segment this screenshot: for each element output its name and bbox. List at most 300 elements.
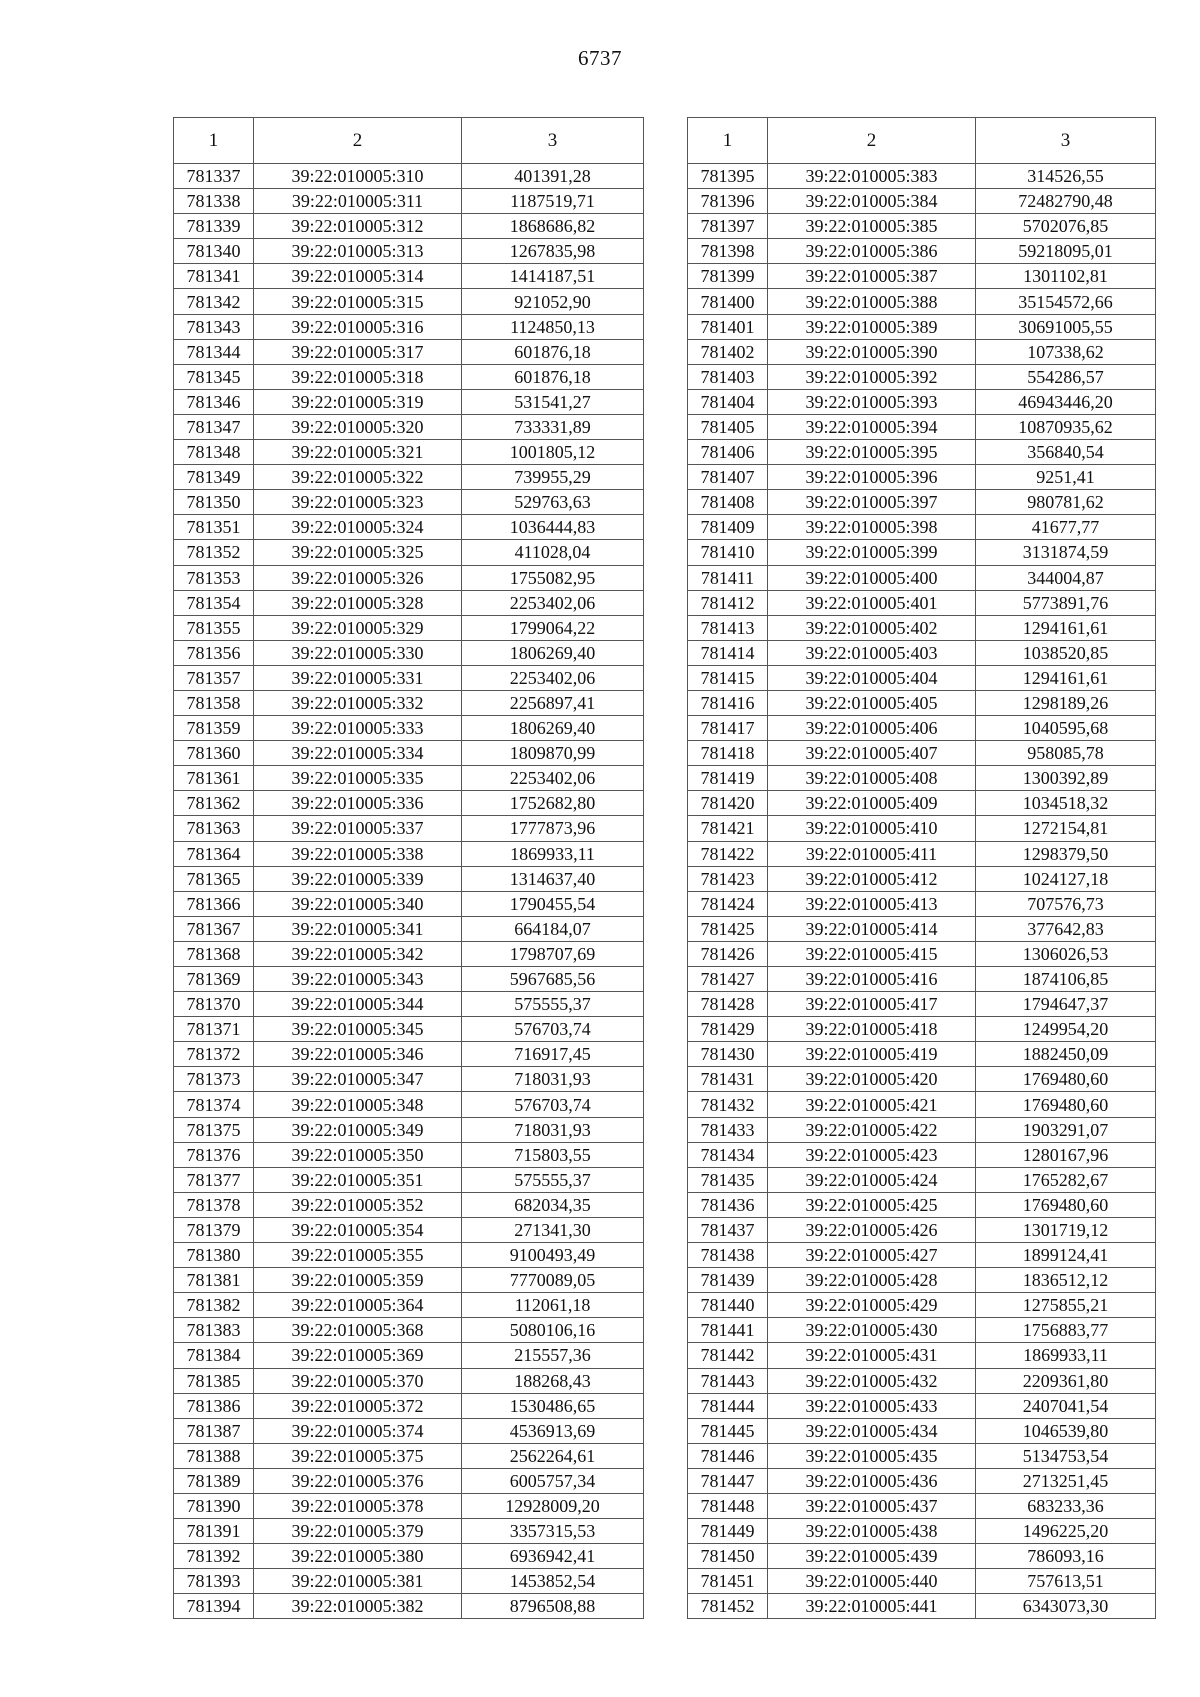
value-cell: 5773891,76 (976, 590, 1156, 615)
value-cell: 1755082,95 (462, 565, 644, 590)
table-row (688, 1468, 1156, 1493)
row-number-cell: 781338 (174, 189, 254, 214)
cadastral-number-cell: 39:22:010005:374 (254, 1418, 462, 1443)
row-number-cell: 781392 (174, 1544, 254, 1569)
row-number-cell: 781384 (174, 1343, 254, 1368)
cadastral-number-cell: 39:22:010005:323 (254, 490, 462, 515)
cadastral-number-cell: 39:22:010005:340 (254, 891, 462, 916)
value-cell: 576703,74 (462, 1017, 644, 1042)
table-row (688, 214, 1156, 239)
cadastral-number-cell: 39:22:010005:384 (768, 189, 976, 214)
value-cell: 377642,83 (976, 916, 1156, 941)
cadastral-number-cell: 39:22:010005:422 (768, 1117, 976, 1142)
row-number-cell: 781427 (688, 967, 768, 992)
table-row (174, 1042, 644, 1067)
value-cell: 6343073,30 (976, 1594, 1156, 1619)
row-number-cell: 781367 (174, 916, 254, 941)
table-row (174, 1243, 644, 1268)
row-number-cell: 781368 (174, 941, 254, 966)
cadastral-number-cell: 39:22:010005:351 (254, 1167, 462, 1192)
table-row (688, 665, 1156, 690)
value-cell: 575555,37 (462, 992, 644, 1017)
value-cell: 1187519,71 (462, 189, 644, 214)
value-cell: 1756883,77 (976, 1318, 1156, 1343)
value-cell: 575555,37 (462, 1167, 644, 1192)
value-cell: 314526,55 (976, 164, 1156, 189)
table-row (174, 1343, 644, 1368)
row-number-cell: 781345 (174, 364, 254, 389)
table-row (174, 1167, 644, 1192)
register-table-left (173, 117, 644, 1619)
row-number-cell: 781406 (688, 440, 768, 465)
table-row (688, 239, 1156, 264)
cadastral-number-cell: 39:22:010005:429 (768, 1293, 976, 1318)
cadastral-number-cell: 39:22:010005:420 (768, 1067, 976, 1092)
value-cell: 664184,07 (462, 916, 644, 941)
cadastral-number-cell: 39:22:010005:345 (254, 1017, 462, 1042)
table-row (174, 941, 644, 966)
table-row (174, 615, 644, 640)
row-number-cell: 781347 (174, 414, 254, 439)
cadastral-number-cell: 39:22:010005:421 (768, 1092, 976, 1117)
row-number-cell: 781419 (688, 766, 768, 791)
column-header-1: 1 (174, 118, 254, 164)
cadastral-number-cell: 39:22:010005:395 (768, 440, 976, 465)
value-cell: 1038520,85 (976, 640, 1156, 665)
cadastral-number-cell: 39:22:010005:439 (768, 1544, 976, 1569)
cadastral-number-cell: 39:22:010005:317 (254, 339, 462, 364)
row-number-cell: 781353 (174, 565, 254, 590)
table-row (174, 716, 644, 741)
cadastral-number-cell: 39:22:010005:339 (254, 866, 462, 891)
cadastral-number-cell: 39:22:010005:410 (768, 816, 976, 841)
table-row (688, 866, 1156, 891)
table-row (174, 1017, 644, 1042)
table-row (174, 640, 644, 665)
row-number-cell: 781434 (688, 1142, 768, 1167)
row-number-cell: 781446 (688, 1443, 768, 1468)
value-cell: 8796508,88 (462, 1594, 644, 1619)
cadastral-number-cell: 39:22:010005:416 (768, 967, 976, 992)
value-cell: 46943446,20 (976, 389, 1156, 414)
value-cell: 215557,36 (462, 1343, 644, 1368)
cadastral-number-cell: 39:22:010005:348 (254, 1092, 462, 1117)
table-row (174, 967, 644, 992)
row-number-cell: 781409 (688, 515, 768, 540)
value-cell: 1267835,98 (462, 239, 644, 264)
row-number-cell: 781424 (688, 891, 768, 916)
cadastral-number-cell: 39:22:010005:388 (768, 289, 976, 314)
cadastral-number-cell: 39:22:010005:379 (254, 1519, 462, 1544)
table-row (688, 389, 1156, 414)
cadastral-number-cell: 39:22:010005:398 (768, 515, 976, 540)
value-cell: 1769480,60 (976, 1092, 1156, 1117)
cadastral-number-cell: 39:22:010005:409 (768, 791, 976, 816)
row-number-cell: 781381 (174, 1268, 254, 1293)
table-row (688, 1167, 1156, 1192)
column-header-3: 3 (976, 118, 1156, 164)
cadastral-number-cell: 39:22:010005:315 (254, 289, 462, 314)
table-row (688, 1418, 1156, 1443)
row-number-cell: 781430 (688, 1042, 768, 1067)
cadastral-number-cell: 39:22:010005:392 (768, 364, 976, 389)
page-number: 6737 (578, 46, 622, 70)
value-cell: 1790455,54 (462, 891, 644, 916)
table-row (174, 164, 644, 189)
value-cell: 716917,45 (462, 1042, 644, 1067)
cadastral-number-cell: 39:22:010005:355 (254, 1243, 462, 1268)
value-cell: 1300392,89 (976, 766, 1156, 791)
row-number-cell: 781360 (174, 741, 254, 766)
row-number-cell: 781448 (688, 1493, 768, 1518)
table-row (174, 490, 644, 515)
cadastral-number-cell: 39:22:010005:332 (254, 690, 462, 715)
row-number-cell: 781425 (688, 916, 768, 941)
cadastral-number-cell: 39:22:010005:337 (254, 816, 462, 841)
cadastral-number-cell: 39:22:010005:423 (768, 1142, 976, 1167)
value-cell: 1414187,51 (462, 264, 644, 289)
cadastral-number-cell: 39:22:010005:412 (768, 866, 976, 891)
row-number-cell: 781356 (174, 640, 254, 665)
cadastral-number-cell: 39:22:010005:328 (254, 590, 462, 615)
row-number-cell: 781380 (174, 1243, 254, 1268)
cadastral-number-cell: 39:22:010005:372 (254, 1393, 462, 1418)
table-row (688, 339, 1156, 364)
value-cell: 9251,41 (976, 465, 1156, 490)
table-row (688, 1017, 1156, 1042)
table-row (688, 766, 1156, 791)
table-row (174, 1368, 644, 1393)
value-cell: 1903291,07 (976, 1117, 1156, 1142)
cadastral-number-cell: 39:22:010005:334 (254, 741, 462, 766)
cadastral-number-cell: 39:22:010005:393 (768, 389, 976, 414)
cadastral-number-cell: 39:22:010005:318 (254, 364, 462, 389)
table-row (174, 1318, 644, 1343)
value-cell: 2562264,61 (462, 1443, 644, 1468)
cadastral-number-cell: 39:22:010005:390 (768, 339, 976, 364)
row-number-cell: 781359 (174, 716, 254, 741)
table-header (688, 118, 1156, 164)
value-cell: 529763,63 (462, 490, 644, 515)
table-row (688, 590, 1156, 615)
row-number-cell: 781413 (688, 615, 768, 640)
table-row (174, 1393, 644, 1418)
row-number-cell: 781352 (174, 540, 254, 565)
table-row (174, 1192, 644, 1217)
value-cell: 2253402,06 (462, 665, 644, 690)
row-number-cell: 781351 (174, 515, 254, 540)
value-cell: 576703,74 (462, 1092, 644, 1117)
value-cell: 1306026,53 (976, 941, 1156, 966)
cadastral-number-cell: 39:22:010005:402 (768, 615, 976, 640)
row-number-cell: 781439 (688, 1268, 768, 1293)
cadastral-number-cell: 39:22:010005:330 (254, 640, 462, 665)
cadastral-number-cell: 39:22:010005:344 (254, 992, 462, 1017)
table-row (174, 690, 644, 715)
value-cell: 6005757,34 (462, 1468, 644, 1493)
value-cell: 1124850,13 (462, 314, 644, 339)
value-cell: 1040595,68 (976, 716, 1156, 741)
cadastral-number-cell: 39:22:010005:405 (768, 690, 976, 715)
cadastral-number-cell: 39:22:010005:413 (768, 891, 976, 916)
table-row (174, 891, 644, 916)
row-number-cell: 781355 (174, 615, 254, 640)
value-cell: 718031,93 (462, 1117, 644, 1142)
row-number-cell: 781348 (174, 440, 254, 465)
cadastral-number-cell: 39:22:010005:432 (768, 1368, 976, 1393)
value-cell: 1882450,09 (976, 1042, 1156, 1067)
value-cell: 1496225,20 (976, 1519, 1156, 1544)
table-row (174, 816, 644, 841)
table-row (688, 690, 1156, 715)
table-row (174, 665, 644, 690)
row-number-cell: 781438 (688, 1243, 768, 1268)
table-row (174, 741, 644, 766)
value-cell: 1777873,96 (462, 816, 644, 841)
cadastral-number-cell: 39:22:010005:310 (254, 164, 462, 189)
table-row (174, 1519, 644, 1544)
row-number-cell: 781362 (174, 791, 254, 816)
row-number-cell: 781390 (174, 1493, 254, 1518)
row-number-cell: 781432 (688, 1092, 768, 1117)
table-row (174, 1418, 644, 1443)
row-number-cell: 781400 (688, 289, 768, 314)
row-number-cell: 781412 (688, 590, 768, 615)
value-cell: 757613,51 (976, 1569, 1156, 1594)
table-row (174, 264, 644, 289)
value-cell: 707576,73 (976, 891, 1156, 916)
row-number-cell: 781451 (688, 1569, 768, 1594)
value-cell: 4536913,69 (462, 1418, 644, 1443)
row-number-cell: 781389 (174, 1468, 254, 1493)
table-row (174, 1569, 644, 1594)
value-cell: 1275855,21 (976, 1293, 1156, 1318)
value-cell: 1836512,12 (976, 1268, 1156, 1293)
row-number-cell: 781379 (174, 1217, 254, 1242)
table-row (688, 791, 1156, 816)
row-number-cell: 781344 (174, 339, 254, 364)
table-row (174, 866, 644, 891)
row-number-cell: 781342 (174, 289, 254, 314)
value-cell: 980781,62 (976, 490, 1156, 515)
row-number-cell: 781450 (688, 1544, 768, 1569)
cadastral-number-cell: 39:22:010005:437 (768, 1493, 976, 1518)
row-number-cell: 781358 (174, 690, 254, 715)
row-number-cell: 781437 (688, 1217, 768, 1242)
cadastral-number-cell: 39:22:010005:385 (768, 214, 976, 239)
table-row (174, 1092, 644, 1117)
cadastral-number-cell: 39:22:010005:368 (254, 1318, 462, 1343)
row-number-cell: 781411 (688, 565, 768, 590)
cadastral-number-cell: 39:22:010005:338 (254, 841, 462, 866)
cadastral-number-cell: 39:22:010005:417 (768, 992, 976, 1017)
value-cell: 3131874,59 (976, 540, 1156, 565)
row-number-cell: 781383 (174, 1318, 254, 1343)
header-row (688, 118, 1156, 164)
table-row (688, 414, 1156, 439)
cadastral-number-cell: 39:22:010005:369 (254, 1343, 462, 1368)
value-cell: 1769480,60 (976, 1067, 1156, 1092)
cadastral-number-cell: 39:22:010005:386 (768, 239, 976, 264)
value-cell: 5080106,16 (462, 1318, 644, 1343)
value-cell: 1001805,12 (462, 440, 644, 465)
row-number-cell: 781395 (688, 164, 768, 189)
value-cell: 733331,89 (462, 414, 644, 439)
column-header-2: 2 (768, 118, 976, 164)
table-row (174, 214, 644, 239)
value-cell: 1301719,12 (976, 1217, 1156, 1242)
table-row (174, 1142, 644, 1167)
value-cell: 1024127,18 (976, 866, 1156, 891)
table-row (688, 364, 1156, 389)
table-row (174, 515, 644, 540)
table-row (688, 1268, 1156, 1293)
value-cell: 344004,87 (976, 565, 1156, 590)
row-number-cell: 781408 (688, 490, 768, 515)
cadastral-number-cell: 39:22:010005:425 (768, 1192, 976, 1217)
table-header (174, 118, 644, 164)
value-cell: 411028,04 (462, 540, 644, 565)
value-cell: 1798707,69 (462, 941, 644, 966)
cadastral-number-cell: 39:22:010005:436 (768, 1468, 976, 1493)
table-row (688, 1368, 1156, 1393)
table-row (688, 540, 1156, 565)
cadastral-number-cell: 39:22:010005:383 (768, 164, 976, 189)
table-row (688, 1594, 1156, 1619)
table-row (174, 1594, 644, 1619)
cadastral-number-cell: 39:22:010005:312 (254, 214, 462, 239)
cadastral-number-cell: 39:22:010005:441 (768, 1594, 976, 1619)
value-cell: 1806269,40 (462, 716, 644, 741)
table-row (174, 339, 644, 364)
table-row (688, 1217, 1156, 1242)
row-number-cell: 781357 (174, 665, 254, 690)
table-row (688, 1192, 1156, 1217)
value-cell: 1453852,54 (462, 1569, 644, 1594)
value-cell: 1280167,96 (976, 1142, 1156, 1167)
table-row (688, 164, 1156, 189)
value-cell: 7770089,05 (462, 1268, 644, 1293)
cadastral-number-cell: 39:22:010005:313 (254, 239, 462, 264)
row-number-cell: 781365 (174, 866, 254, 891)
value-cell: 1272154,81 (976, 816, 1156, 841)
value-cell: 1769480,60 (976, 1192, 1156, 1217)
register-table-right (687, 117, 1156, 1619)
column-header-2: 2 (254, 118, 462, 164)
row-number-cell: 781435 (688, 1167, 768, 1192)
cadastral-number-cell: 39:22:010005:321 (254, 440, 462, 465)
row-number-cell: 781363 (174, 816, 254, 841)
row-number-cell: 781346 (174, 389, 254, 414)
table-row (688, 1293, 1156, 1318)
cadastral-number-cell: 39:22:010005:324 (254, 515, 462, 540)
table-row (174, 1293, 644, 1318)
row-number-cell: 781423 (688, 866, 768, 891)
value-cell: 1809870,99 (462, 741, 644, 766)
table-row (174, 916, 644, 941)
value-cell: 188268,43 (462, 1368, 644, 1393)
row-number-cell: 781366 (174, 891, 254, 916)
value-cell: 1806269,40 (462, 640, 644, 665)
value-cell: 1752682,80 (462, 791, 644, 816)
row-number-cell: 781418 (688, 741, 768, 766)
table-row (688, 816, 1156, 841)
row-number-cell: 781349 (174, 465, 254, 490)
value-cell: 715803,55 (462, 1142, 644, 1167)
value-cell: 356840,54 (976, 440, 1156, 465)
value-cell: 3357315,53 (462, 1519, 644, 1544)
table-row (688, 992, 1156, 1017)
table-row (688, 1393, 1156, 1418)
cadastral-number-cell: 39:22:010005:438 (768, 1519, 976, 1544)
value-cell: 2713251,45 (976, 1468, 1156, 1493)
table-row (688, 515, 1156, 540)
row-number-cell: 781388 (174, 1443, 254, 1468)
row-number-cell: 781445 (688, 1418, 768, 1443)
value-cell: 531541,27 (462, 389, 644, 414)
row-number-cell: 781428 (688, 992, 768, 1017)
table-row (688, 891, 1156, 916)
row-number-cell: 781396 (688, 189, 768, 214)
row-number-cell: 781372 (174, 1042, 254, 1067)
table-row (688, 1318, 1156, 1343)
cadastral-number-cell: 39:22:010005:349 (254, 1117, 462, 1142)
row-number-cell: 781441 (688, 1318, 768, 1343)
row-number-cell: 781405 (688, 414, 768, 439)
value-cell: 9100493,49 (462, 1243, 644, 1268)
cadastral-number-cell: 39:22:010005:399 (768, 540, 976, 565)
cadastral-number-cell: 39:22:010005:403 (768, 640, 976, 665)
cadastral-number-cell: 39:22:010005:397 (768, 490, 976, 515)
value-cell: 6936942,41 (462, 1544, 644, 1569)
row-number-cell: 781373 (174, 1067, 254, 1092)
table-row (174, 1493, 644, 1518)
cadastral-number-cell: 39:22:010005:407 (768, 741, 976, 766)
value-cell: 72482790,48 (976, 189, 1156, 214)
row-number-cell: 781364 (174, 841, 254, 866)
table-row (174, 289, 644, 314)
cadastral-number-cell: 39:22:010005:352 (254, 1192, 462, 1217)
table-row (688, 1092, 1156, 1117)
cadastral-number-cell: 39:22:010005:424 (768, 1167, 976, 1192)
row-number-cell: 781416 (688, 690, 768, 715)
table-row (174, 791, 644, 816)
row-number-cell: 781433 (688, 1117, 768, 1142)
table-row (688, 1519, 1156, 1544)
row-number-cell: 781340 (174, 239, 254, 264)
cadastral-number-cell: 39:22:010005:381 (254, 1569, 462, 1594)
row-number-cell: 781442 (688, 1343, 768, 1368)
row-number-cell: 781387 (174, 1418, 254, 1443)
table-row (174, 540, 644, 565)
row-number-cell: 781398 (688, 239, 768, 264)
table-row (174, 1217, 644, 1242)
table-row (688, 314, 1156, 339)
cadastral-number-cell: 39:22:010005:378 (254, 1493, 462, 1518)
value-cell: 5967685,56 (462, 967, 644, 992)
cadastral-number-cell: 39:22:010005:400 (768, 565, 976, 590)
value-cell: 401391,28 (462, 164, 644, 189)
cadastral-number-cell: 39:22:010005:342 (254, 941, 462, 966)
table-row (174, 841, 644, 866)
row-number-cell: 781394 (174, 1594, 254, 1619)
table-row (688, 967, 1156, 992)
value-cell: 59218095,01 (976, 239, 1156, 264)
table-row (174, 314, 644, 339)
table-row (688, 716, 1156, 741)
cadastral-number-cell: 39:22:010005:319 (254, 389, 462, 414)
row-number-cell: 781385 (174, 1368, 254, 1393)
